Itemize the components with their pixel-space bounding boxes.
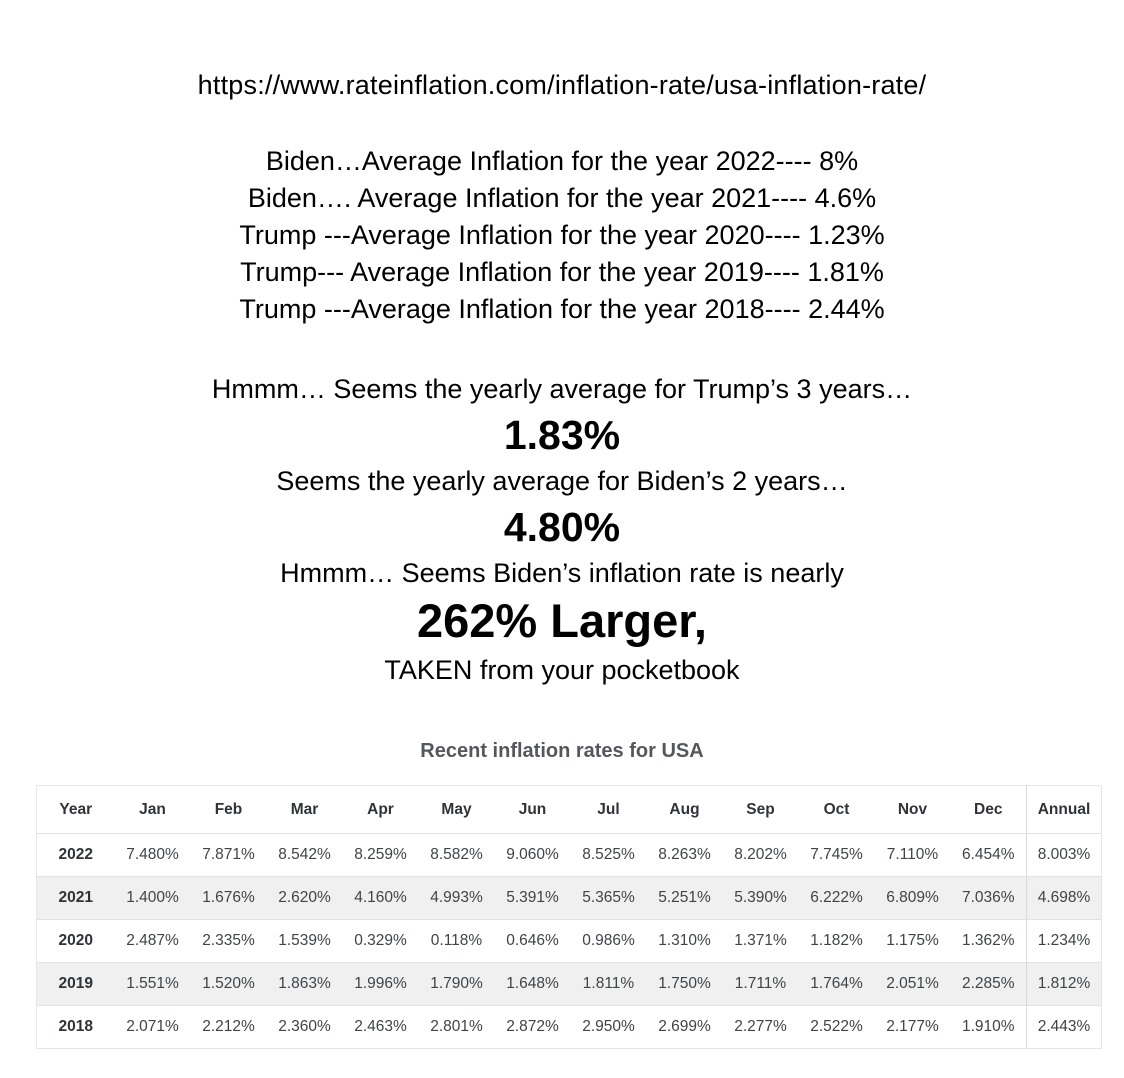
col-header-oct: Oct xyxy=(823,800,850,818)
col-header-apr: Apr xyxy=(367,800,394,818)
claims-list xyxy=(0,143,1124,328)
inflation-table xyxy=(36,785,1102,1049)
col-header-feb: Feb xyxy=(214,800,243,818)
summary-block xyxy=(0,366,1124,694)
rate-cell: 5.251% xyxy=(658,889,711,906)
rate-cell: 1.863% xyxy=(278,975,331,992)
col-header-nov: Nov xyxy=(897,800,928,818)
rate-cell: 8.259% xyxy=(354,846,407,863)
rate-cell: 7.480% xyxy=(126,846,179,863)
rate-cell: 1.996% xyxy=(354,975,407,992)
rate-cell: 5.391% xyxy=(506,889,559,906)
col-header-aug: Aug xyxy=(669,800,700,818)
rate-cell: 1.711% xyxy=(734,975,787,992)
rate-cell: 7.110% xyxy=(886,846,939,863)
rate-cell: 1.371% xyxy=(734,932,787,949)
year-cell: 2022 xyxy=(58,846,93,863)
rate-cell: 6.454% xyxy=(961,846,1015,863)
annual-cell: 2.443% xyxy=(1027,1006,1102,1049)
rate-cell: 9.060% xyxy=(506,846,559,863)
rate-cell: 5.390% xyxy=(734,889,787,906)
rate-cell: 2.699% xyxy=(658,1018,711,1035)
rate-cell: 1.811% xyxy=(582,975,635,992)
rate-cell: 2.620% xyxy=(278,889,331,906)
comparison-line: Hmmm… Seems Biden’s inflation rate is nearly xyxy=(280,558,844,588)
table-row-2019 xyxy=(37,963,1102,1006)
rate-cell: 1.400% xyxy=(126,889,179,906)
rate-cell: 2.487% xyxy=(126,932,179,949)
rate-cell: 1.764% xyxy=(810,975,863,992)
table-title: Recent inflation rates for USA xyxy=(420,740,704,762)
trump-average-value: 1.83% xyxy=(503,412,621,458)
rate-cell: 1.676% xyxy=(202,889,255,906)
rate-cell: 1.182% xyxy=(810,932,863,949)
rate-cell: 4.160% xyxy=(354,889,407,906)
col-header-may: May xyxy=(441,800,472,818)
rate-cell: 2.522% xyxy=(810,1018,863,1035)
rate-cell: 8.542% xyxy=(278,846,331,863)
rate-cell: 0.646% xyxy=(506,932,559,949)
rate-cell: 8.582% xyxy=(430,846,483,863)
year-cell: 2020 xyxy=(58,932,93,949)
rate-cell: 2.463% xyxy=(354,1018,407,1035)
year-cell: 2019 xyxy=(58,975,93,992)
annual-cell: 4.698% xyxy=(1027,877,1102,920)
biden-average-line: Seems the yearly average for Biden’s 2 years… xyxy=(276,466,848,496)
rate-cell: 0.118% xyxy=(430,932,483,949)
claim-line-2018: Trump ---Average Inflation for the year 2018---- 2.44% xyxy=(239,294,885,324)
table-header-row xyxy=(37,786,1102,834)
col-header-mar: Mar xyxy=(290,800,319,818)
rate-cell: 2.277% xyxy=(734,1018,787,1035)
rate-cell: 2.360% xyxy=(278,1018,331,1035)
rate-cell: 2.177% xyxy=(886,1018,939,1035)
rate-cell: 8.525% xyxy=(582,846,635,863)
trump-average-line: Hmmm… Seems the yearly average for Trump’s 3 years… xyxy=(211,374,913,404)
rate-cell: 2.051% xyxy=(886,975,939,992)
rate-cell: 5.365% xyxy=(582,889,635,906)
claim-line-2020: Trump ---Average Inflation for the year 2020---- 1.23% xyxy=(239,220,885,250)
comparison-value: 262% Larger, xyxy=(416,594,707,647)
year-cell: 2021 xyxy=(58,889,93,906)
rate-cell: 8.202% xyxy=(734,846,787,863)
table-row-2020 xyxy=(37,920,1102,963)
annual-cell: 1.812% xyxy=(1027,963,1102,1006)
col-header-sep: Sep xyxy=(746,800,775,818)
rate-cell: 2.801% xyxy=(430,1018,483,1035)
rate-cell: 2.872% xyxy=(506,1018,559,1035)
rate-cell: 1.910% xyxy=(961,1018,1015,1035)
rate-cell: 1.175% xyxy=(886,932,939,949)
closing-line: TAKEN from your pocketbook xyxy=(384,655,740,685)
claim-line-2019: Trump--- Average Inflation for the year 2019---- 1.81% xyxy=(240,257,884,287)
rate-cell: 2.335% xyxy=(202,932,255,949)
col-header-annual: Annual xyxy=(1027,786,1102,834)
rate-cell: 4.993% xyxy=(430,889,483,906)
rate-cell: 6.809% xyxy=(886,889,939,906)
col-header-jan: Jan xyxy=(139,800,166,818)
biden-average-value: 4.80% xyxy=(503,504,621,550)
rate-cell: 1.520% xyxy=(202,975,255,992)
rate-cell: 6.222% xyxy=(810,889,863,906)
annual-cell: 8.003% xyxy=(1027,834,1102,877)
col-header-year: Year xyxy=(59,800,93,818)
col-header-jul: Jul xyxy=(597,800,620,818)
col-header-dec: Dec xyxy=(974,800,1003,818)
claim-line-2021: Biden…. Average Inflation for the year 2021---- 4.6% xyxy=(247,183,877,213)
rate-cell: 1.750% xyxy=(658,975,711,992)
table-row-2021 xyxy=(37,877,1102,920)
rate-cell: 7.036% xyxy=(961,889,1015,906)
rate-cell: 1.551% xyxy=(126,975,179,992)
rate-cell: 1.539% xyxy=(278,932,331,949)
rate-cell: 2.212% xyxy=(202,1018,255,1035)
rate-cell: 1.362% xyxy=(961,932,1015,949)
rate-cell: 0.329% xyxy=(354,932,407,949)
rate-cell: 2.950% xyxy=(582,1018,635,1035)
col-header-jun: Jun xyxy=(518,800,547,818)
rate-cell: 7.871% xyxy=(202,846,255,863)
table-row-2022 xyxy=(37,834,1102,877)
rate-cell: 1.310% xyxy=(658,932,711,949)
rate-cell: 2.071% xyxy=(126,1018,179,1035)
source-url: https://www.rateinflation.com/inflation-rate/usa-inflation-rate/ xyxy=(197,70,927,100)
rate-cell: 1.648% xyxy=(506,975,559,992)
rate-cell: 2.285% xyxy=(961,975,1015,992)
rate-cell: 0.986% xyxy=(582,932,635,949)
rate-cell: 1.790% xyxy=(430,975,483,992)
table-row-2018 xyxy=(37,1006,1102,1049)
rate-cell: 7.745% xyxy=(810,846,863,863)
rate-cell: 8.263% xyxy=(658,846,711,863)
annual-cell: 1.234% xyxy=(1027,920,1102,963)
year-cell: 2018 xyxy=(58,1018,93,1035)
claim-line-2022: Biden…Average Inflation for the year 2022---- 8% xyxy=(265,146,859,176)
